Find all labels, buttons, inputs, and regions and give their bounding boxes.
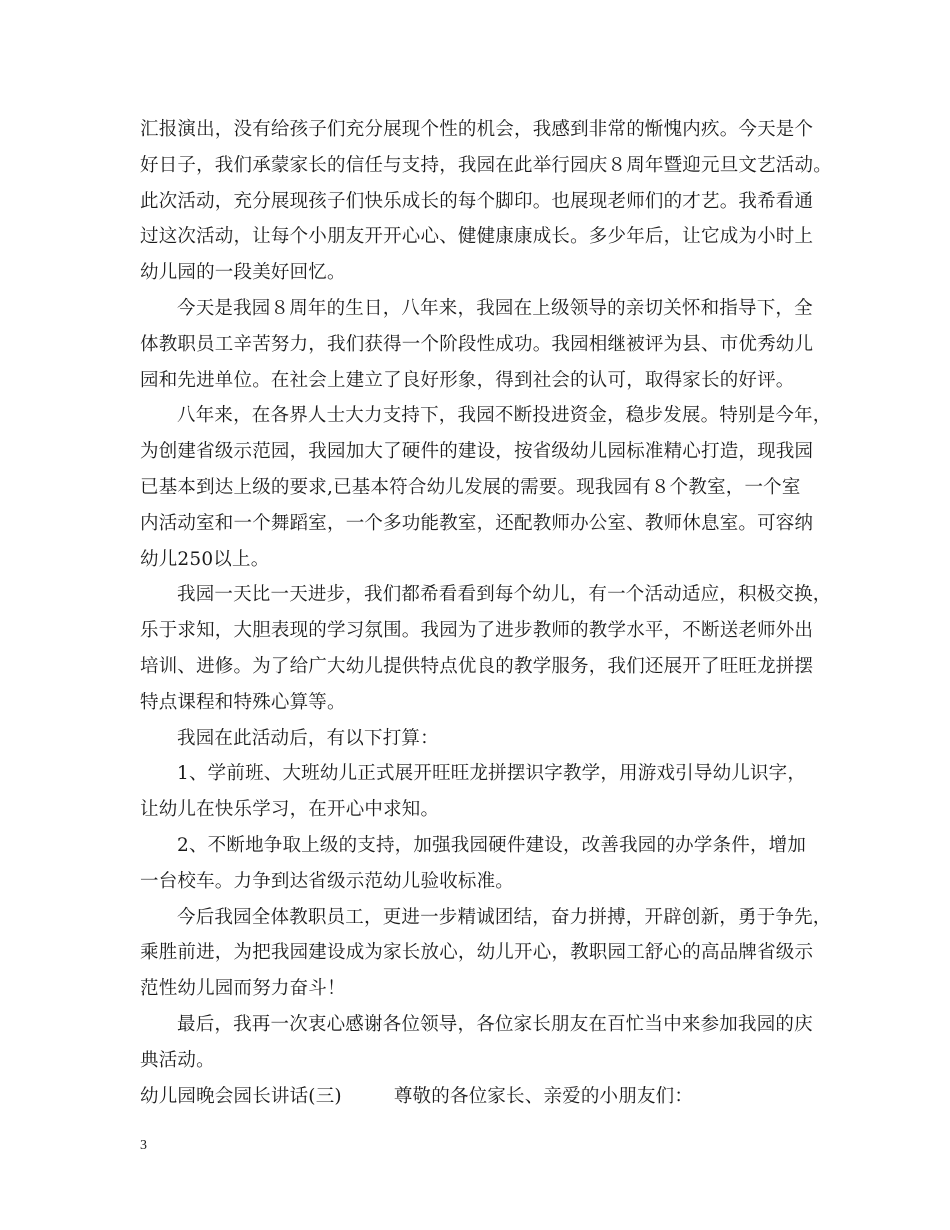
text-line: 园和先进单位。在社会上建立了良好形象，得到社会的认可，取得家长的好评。 (140, 369, 795, 391)
text-line: 已基本到达上级的要求,已基本符合幼儿发展的需要。现我园有８个教室，一个室 (140, 476, 801, 498)
text-line: 2、不断地争取上级的支持，加强我园硬件建设，改善我园的办学条件，增加 (177, 834, 807, 856)
salutation-text: 尊敬的各位家长、亲爱的小朋友们： (393, 1085, 694, 1107)
text-line: 过这次活动，让每个小朋友开开心心、健健康康成长。多少年后，让它成为小时上 (140, 226, 814, 248)
text-line: 幼儿园的一段美好回忆。 (140, 262, 346, 284)
text-line: 此次活动，充分展现孩子们快乐成长的每个脚印。也展现老师们的才艺。我希看通 (140, 190, 814, 212)
text-line: 体教职员工辛苦努力，我们获得一个阶段性成功。我园相继被评为县、市优秀幼儿 (140, 333, 814, 355)
text-line: 八年来，在各界人士大力支持下，我园不断投进资金，稳步发展。特别是今年， (177, 405, 832, 427)
text-line: 典活动。 (140, 1049, 215, 1071)
text-line: 今后我园全体教职员工，更进一步精诚团结，奋力拼搏，开辟创新，勇于争先， (177, 906, 832, 928)
text-line: 今天是我园８周年的生日，八年来，我园在上级领导的亲切关怀和指导下，全 (177, 297, 813, 319)
text-line: 内活动室和一个舞蹈室，一个多功能教室，还配教师办公室、教师休息室。可容纳 (140, 512, 814, 534)
text-line: 我园在此活动后，有以下打算： (177, 727, 439, 749)
text-line: 汇报演出，没有给孩子们充分展现个性的机会，我感到非常的惭愧内疚。今天是个 (140, 119, 814, 140)
text-line: 特点课程和特殊心算等。 (140, 691, 346, 713)
page-number: 3 (140, 1138, 147, 1153)
text-line: 培训、进修。为了给广大幼儿提供特点优良的教学服务，我们还展开了旺旺龙拼摆 (140, 655, 814, 677)
text-line: 为创建省级示范园，我园加大了硬件的建设，按省级幼儿园标准精心打造，现我园 (140, 441, 814, 463)
text-line: 幼儿250以上。 (140, 548, 270, 570)
text-line: 乐于求知，大胆表现的学习氛围。我园为了进步教师的教学水平，不断送老师外出 (140, 620, 814, 642)
text-line: 好日子，我们承蒙家长的信任与支持，我园在此举行园庆８周年暨迎元旦文艺活动。 (140, 154, 832, 176)
text-line: 1、学前班、大班幼儿正式展开旺旺龙拼摆识字教学，用游戏引导幼儿识字， (177, 763, 807, 785)
text-line: 我园一天比一天进步，我们都希看看到每个幼儿，有一个活动适应，积极交换， (177, 584, 832, 606)
section-heading: 幼儿园晚会园长讲话(三) (140, 1085, 342, 1107)
text-line: 让幼儿在快乐学习，在开心中求知。 (140, 799, 440, 821)
text-line: 最后，我再一次衷心感谢各位领导，各位家长朋友在百忙当中来参加我园的庆 (177, 1013, 813, 1035)
text-line: 一台校车。力争到达省级示范幼儿验收标准。 (140, 870, 515, 892)
text-line: 乘胜前进，为把我园建设成为家长放心，幼儿开心，教职园工舒心的高品牌省级示 (140, 942, 814, 964)
document-body (140, 112, 830, 1114)
text-line-last (140, 1079, 830, 1115)
text-line: 范性幼儿园而努力奋斗！ (140, 978, 346, 1000)
